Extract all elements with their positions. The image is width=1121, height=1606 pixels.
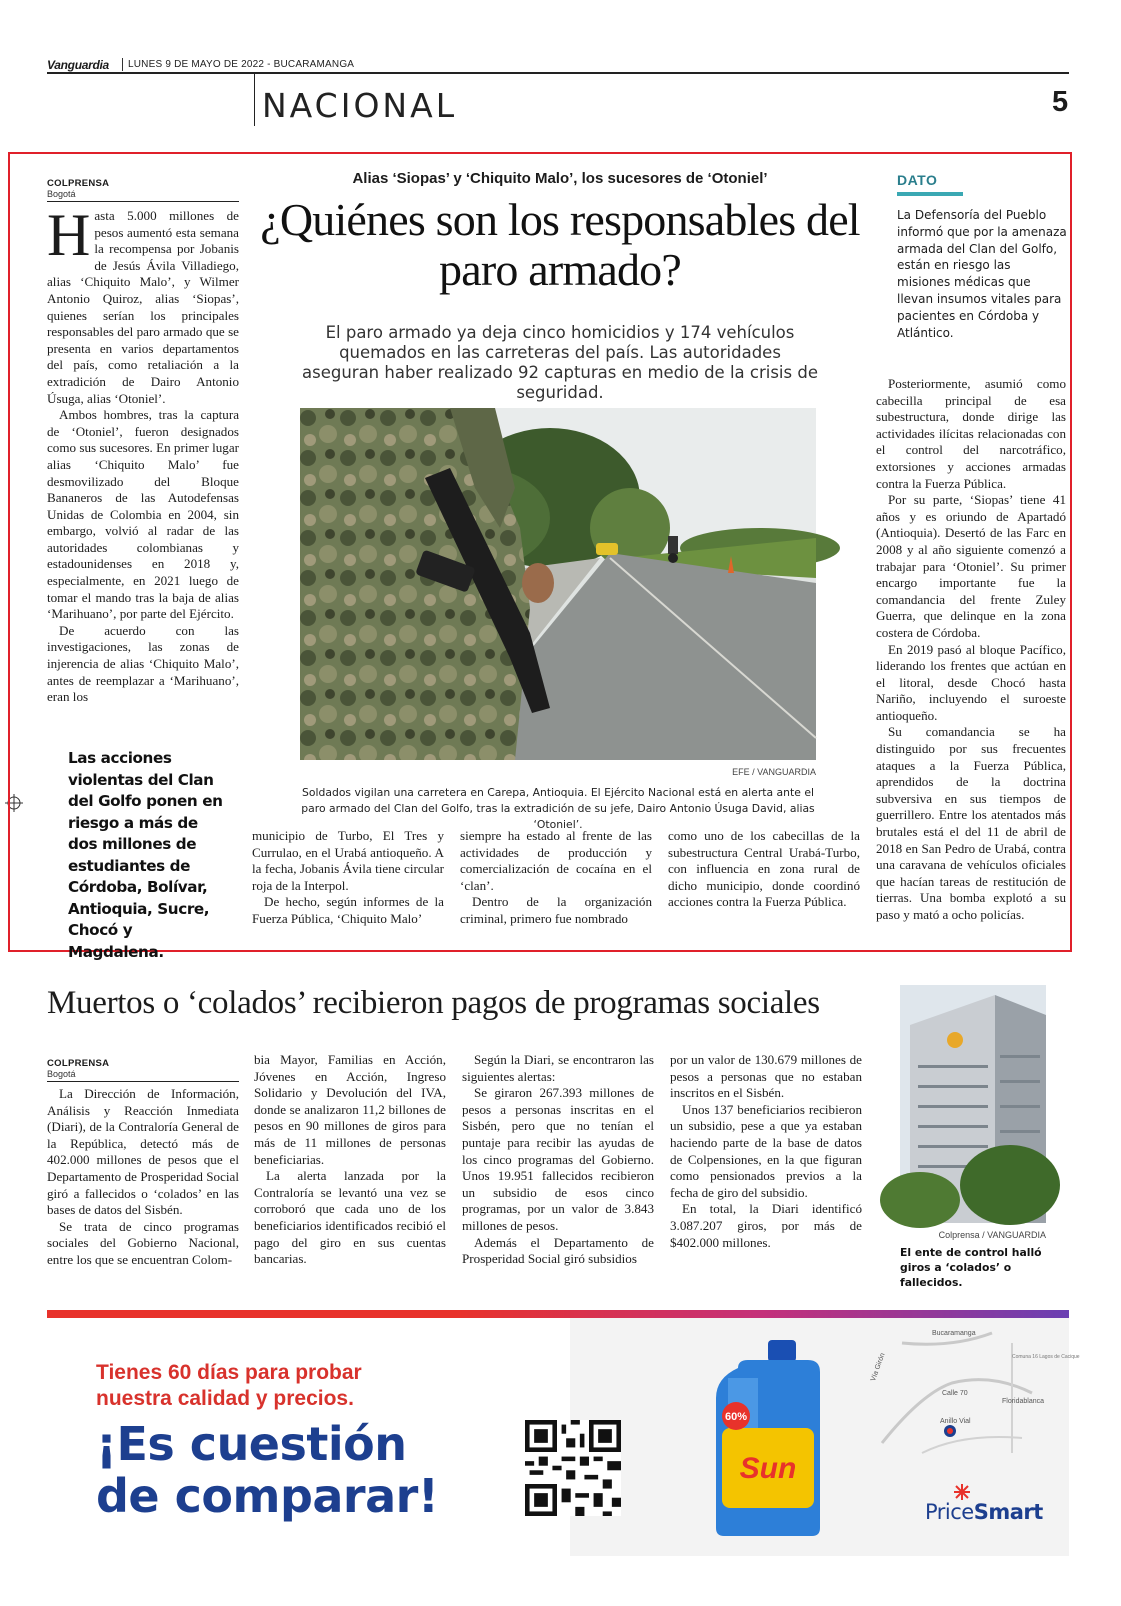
sun-star-icon [952,1482,972,1502]
article1-byline [47,178,239,202]
map-label: Comuna 16 Lagos de Cacique [1012,1354,1080,1360]
map-label: Bucaramanga [932,1330,976,1337]
paragraph: Unos 137 beneficiarios recibieron un subsidio, pese a que ya estaban haciendo parte de la base de datos de Colpensiones, en la que figuran como pensionados previos a la fecha de giro del subsidio. [670,1101,862,1200]
paragraph: Posteriormente, asumió como cabecilla principal de esa subestructura, donde dirige las actividades ilícitas relacionadas con el control del narcotráfico, extorsiones y acciones armadas contra la Fuerza Pública. [876,376,1066,491]
paragraph: Según la Diari, se encontraron las siguientes alertas: [462,1052,654,1084]
logo-part-a: Price [925,1500,974,1524]
paragraph: siempre ha estado al frente de las actividades de producción y comercialización de cocaína en el ‘clan’. [460,828,652,893]
newspaper-brand: Vanguardia [47,58,109,72]
article2-column-3 [462,1052,654,1268]
byline-city: Bogotá [47,1069,76,1079]
logo-part-b: Smart [973,1500,1043,1524]
photo-credit: Colprensa / VANGUARDIA [938,1230,1046,1240]
paragraph: Su comandancia se ha distinguido por sus frecuentes ataques a la Fuerza Pública, aprendidos de la doctrina subversiva en sus tiempos de guerrillero. Entre los atentados más brutales está el del 11 de abril de 2018 en San Pedro de Urabá, contra una caravana de vehículos oficiales que hacían tareas de restitución de tierras. Una bomba explotó a su paso y mató a ocho policías. [876,724,1066,922]
article1-column-2 [252,828,444,928]
deck: El paro armado ya deja cinco homicidios y 174 vehículos quemados en las carreteras del país. Las autoridades aseguran haber realizado 92 capturas en medio de la crisis de seguridad. [302,323,818,402]
paragraph: asta 5.000 millones de pesos aumentó esta semana la recompensa por Jobanis de Jesús Ávila Villadiego, alias ‘Chiquito Malo’, y Wilmer Antonio Quiroz, alias ‘Siopas’, quienes serían los principales responsables del paro armado que se presenta en varios departamentos del país, como retaliación a la extradición de Dairo Antonio Úsuga, alias ‘Otoniel’. [47,208,239,406]
soldier-photo [300,408,816,760]
product-badge-text: 60% [724,1411,748,1423]
page-number: 5 [1052,86,1069,118]
header-separator [122,58,123,71]
dato-rule [897,192,963,196]
section-title: NACIONAL [262,86,458,125]
product-name-text: Sun [739,1452,797,1485]
dato-text: La Defensoría del Pueblo informó que por la amenaza armada del Clan del Golfo, están en riesgo las misiones médicas que llevan insumos vitales para pacientes en Córdoba y Atlántico. [897,208,1067,340]
paragraph: por un valor de 130.679 millones de pesos a personas que no estaban inscritos en el Sisbén. [670,1052,862,1101]
ad-tagline [96,1360,362,1412]
dato-label: DATO [897,172,938,188]
map-label: Calle 70 [942,1390,968,1397]
paragraph: La alerta lanzada por la Contraloría se levantó una vez se corroboró que cada uno de los beneficiarios identificados recibió el pago del giro en sus cuentas bancarias. [254,1168,446,1267]
ad-gradient-bar [47,1310,1069,1318]
byline-source: COLPRENSA [47,1058,110,1069]
article2-column-4 [670,1052,862,1251]
map-label: Floridablanca [1002,1398,1045,1405]
paragraph: De hecho, según informes de la Fuerza Pública, ‘Chiquito Malo’ [252,894,444,926]
photo-caption: El ente de control halló giros a ‘colados’ o fallecidos. [900,1246,1042,1289]
byline-source: COLPRENSA [47,178,110,189]
paragraph: Además el Departamento de Prosperidad Social giró subsidios [462,1234,654,1267]
ad-slogan-line: de comparar! [96,1469,439,1523]
photo-credit: EFE / VANGUARDIA [732,767,816,777]
paragraph: De acuerdo con las investigaciones, las zonas de injerencia de alias ‘Chiquito Malo’, antes de reemplazar a ‘Marihuano’, eran los [47,622,239,705]
article1-column-5 [876,376,1066,924]
article2-column-2 [254,1052,446,1268]
kicker: Alias ‘Siopas’ y ‘Chiquito Malo’, los sucesores de ‘Otoniel’ [352,170,768,187]
qr-code-icon[interactable] [525,1420,621,1516]
headline: ¿Quiénes son los responsables del paro armado? [260,194,860,295]
paragraph: Por su parte, ‘Siopas’ tiene 41 años y es oriundo de Apartadó (Antioquia). Desertó de las Farc en 2008 y al año siguiente comenzó a trabajar para ‘Otoniel’. Su primer encargo importante fue la comandancia del frente Zuley Guerra, que delinque en la zona costera de Córdoba. [876,492,1066,640]
paragraph: Se trata de cinco programas sociales del Gobierno Nacional, entre los que se encuentran Colom- [47,1218,239,1267]
photo-caption: Soldados vigilan una carretera en Carepa, Antioquia. El Ejército Nacional está en alerta ante el paro armado del Clan del Golfo, tras la extradición de su jefe, Dairo Antonio Úsuga David, alias ‘Otoniel’. [301,786,815,831]
detergent-bottle-icon [708,1338,828,1538]
paragraph: En total, la Diari identificó 3.087.207 giros, por más de $402.000 millones. [670,1201,862,1250]
paragraph: Se giraron 267.393 millones de pesos a personas inscritas en el Sisbén, pero que no tenían el puntaje para recibir las ayudas de los cinco programas del Gobierno. Unos 19.951 fallecidos recibieron un subsidio de esos cinco programas, por un valor de 3.843 millones de pesos. [462,1085,654,1233]
pull-quote: Las acciones violentas del Clan del Golfo ponen en riesgo a más de dos millones de estudiantes de Córdoba, Bolívar, Antioquia, Sucre, Chocó y Magdalena. [68,749,223,961]
ad-tagline-line: nuestra calidad y precios. [96,1387,354,1410]
map-label: Vía Girón [869,1352,887,1383]
dropcap: H [47,202,91,268]
section-bar [254,74,255,126]
paragraph: municipio de Turbo, El Tres y Currulao, en el Urabá antioqueño. A la fecha, Jobanis Ávila tiene circular roja de la Interpol. [252,828,444,893]
byline-rule [47,1081,239,1082]
article2-column-1 [47,1086,239,1269]
ad-slogan [96,1418,438,1522]
map-label: Anillo Vial [940,1418,971,1425]
paragraph: En 2019 pasó al bloque Pacífico, liderando los frentes que actúan en el litoral, desde Chocó hasta Nariño, incluyendo el suroeste antioqueño. [876,641,1066,723]
store-location-map[interactable] [862,1323,1080,1463]
article1-column-1 [47,202,239,706]
header-rule [47,72,1069,74]
article2-byline [47,1058,239,1082]
ad-tagline-line: Tienes 60 días para probar [96,1361,362,1384]
paragraph: bia Mayor, Familias en Acción, Jóvenes en Acción, Ingreso Solidario y Devolución del IVA, donde se analizaron 11,2 billones de pesos en 90 millones de giros para más de 11 millones de personas beneficiarias. [254,1052,446,1167]
dateline: LUNES 9 DE MAYO DE 2022 - BUCARAMANGA [128,59,355,70]
article1-column-3 [460,828,652,928]
ad-slogan-line: ¡Es cuestión [96,1417,407,1471]
byline-city: Bogotá [47,189,76,199]
paragraph: Ambos hombres, tras la captura de ‘Otoniel’, fueron designados como sus sucesores. En primer lugar alias ‘Chiquito Malo’ fue desmovilizado del Bloque Bananeros de las Autodefensas Unidas de Colombia en 2004, sin embargo, volvió al radar de las autoridades colombianas y estadounidenses en 2018 y, especialmente, en 2021 luego de tomar el mando tras la baja de alias ‘Marihuano’, por parte del Ejército. [47,407,239,622]
contraloria-building-photo [900,985,1046,1223]
pricesmart-logo[interactable] [925,1500,1043,1524]
paragraph: La Dirección de Información, Análisis y Reacción Inmediata (Diari), de la Contraloría General de la República, detectó más de 402.000 millones de pesos que el Departamento de Prosperidad Social giró a fallecidos o ‘colados’ en las bases de datos del Sisbén. [47,1086,239,1218]
paragraph: como uno de los cabecillas de la subestructura Central Urabá-Turbo, con influencia en zona rural de dicho municipio, donde coordinó acciones contra la Fuerza Pública. [668,828,860,910]
article1-column-4 [668,828,860,911]
paragraph: Dentro de la organización criminal, primero fue nombrado [460,894,652,926]
article2-headline: Muertos o ‘colados’ recibieron pagos de programas sociales [47,985,820,1021]
